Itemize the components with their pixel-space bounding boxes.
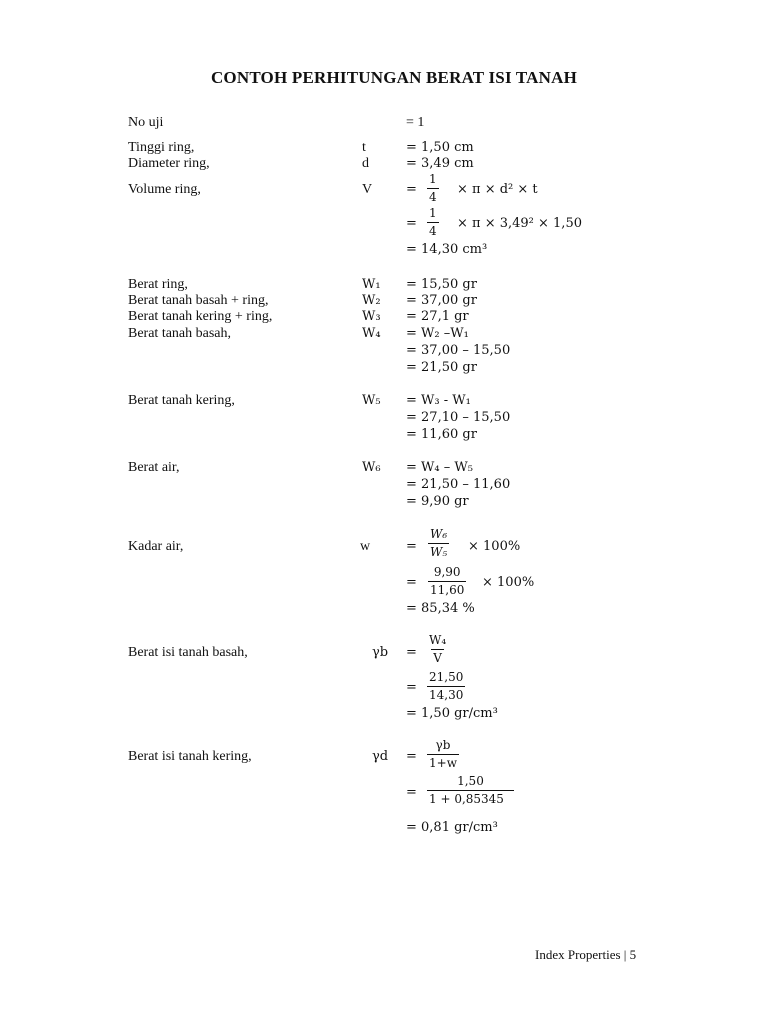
fraction-denominator: 14,30 (429, 688, 464, 702)
equals-sign: = (406, 645, 417, 660)
fraction-numerator: 9,90 (433, 565, 461, 579)
percent-factor: × 100% (468, 539, 521, 554)
fraction-denominator: 1+w (429, 756, 457, 770)
equals-sign: = (406, 216, 417, 231)
symbol-w3: W₃ (362, 309, 381, 324)
value-berat-tanah-kering: = 11,60 gr (406, 427, 477, 442)
symbol-gamma-b: γb (372, 645, 389, 660)
label-volume-ring: Volume ring, (128, 182, 201, 197)
volume-formula: × π × d² × t (457, 182, 538, 197)
fraction-numerator: γb (435, 738, 451, 752)
symbol-v: V (362, 182, 373, 197)
symbol-gamma-d: γd (372, 749, 389, 764)
value-berat-isi-tanah-basah: = 1,50 gr/cm³ (406, 706, 498, 721)
fraction-denominator: 1 + 0,85345 (427, 790, 514, 807)
page-title: CONTOH PERHITUNGAN BERAT ISI TANAH (210, 68, 578, 87)
value-no-uji: = 1 (406, 115, 425, 130)
symbol-w-lower: w (360, 539, 371, 554)
formula-w5: = W₃ - W₁ (406, 393, 471, 408)
equals-sign: = (406, 182, 417, 197)
label-diameter-ring: Diameter ring, (128, 156, 210, 171)
equals-sign: = (406, 539, 417, 554)
fraction-w4-v (427, 633, 448, 666)
label-berat-isi-tanah-basah: Berat isi tanah basah, (128, 645, 248, 660)
fraction-numerator: W₄ (429, 633, 447, 647)
symbol-t: t (362, 140, 366, 155)
value-volume-ring: = 14,30 cm³ (406, 242, 488, 257)
value-tinggi-ring: = 1,50 cm (406, 140, 474, 155)
fraction-denominator: 4 (429, 224, 437, 238)
label-berat-isi-tanah-kering: Berat isi tanah kering, (128, 749, 252, 764)
formula-w6: = W₄ – W₅ (406, 460, 473, 475)
symbol-d: d (362, 156, 369, 171)
fraction-quarter (427, 206, 439, 239)
fraction-gamma-d-substitution (427, 774, 514, 807)
fraction-numerator: W₆ (430, 527, 448, 541)
fraction-denominator: 11,60 (430, 583, 465, 597)
symbol-w2: W₂ (362, 293, 381, 308)
symbol-w4: W₄ (362, 326, 381, 341)
fraction-gamma-b-1-plus-w (427, 738, 459, 771)
fraction-denominator: V (433, 651, 442, 665)
volume-substitution: × π × 3,49² × 1,50 (457, 216, 582, 231)
value-berat-isi-tanah-kering: = 0,81 gr/cm³ (406, 820, 498, 835)
label-no-uji: No uji (128, 115, 164, 130)
symbol-w5: W₅ (362, 393, 381, 408)
fraction-numerator: 1 (429, 172, 437, 186)
value-berat-ring: = 15,50 gr (406, 277, 477, 292)
label-kadar-air: Kadar air, (128, 539, 184, 554)
equals-sign: = (406, 575, 417, 590)
substitution-w5: = 27,10 – 15,50 (406, 410, 511, 425)
value-berat-tanah-basah-ring: = 37,00 gr (406, 293, 477, 308)
fraction-numerator: 1,50 (457, 774, 484, 788)
page-footer: Index Properties | 5 (535, 947, 637, 962)
label-berat-ring: Berat ring, (128, 277, 188, 292)
value-berat-tanah-basah: = 21,50 gr (406, 360, 477, 375)
value-berat-tanah-kering-ring: = 27,1 gr (406, 309, 469, 324)
value-diameter-ring: = 3,49 cm (406, 156, 474, 171)
fraction-quarter (427, 172, 439, 205)
value-berat-air: = 9,90 gr (406, 494, 469, 509)
fraction-denominator: W₅ (430, 545, 448, 559)
substitution-w4: = 37,00 – 15,50 (406, 343, 511, 358)
fraction-w6-w5 (428, 527, 449, 560)
fraction-numerator: 1 (429, 206, 437, 220)
equals-sign: = (406, 785, 417, 800)
label-berat-tanah-basah: Berat tanah basah, (128, 326, 232, 341)
formula-w4: = W₂ –W₁ (406, 326, 469, 341)
label-berat-air: Berat air, (128, 460, 180, 475)
symbol-w1: W₁ (362, 277, 381, 292)
label-berat-tanah-kering-ring: Berat tanah kering + ring, (128, 309, 273, 324)
fraction-gamma-b-substitution (427, 670, 465, 703)
substitution-w6: = 21,50 – 11,60 (406, 477, 511, 492)
equals-sign: = (406, 680, 417, 695)
symbol-w6: W₆ (362, 460, 381, 475)
label-tinggi-ring: Tinggi ring, (128, 140, 195, 155)
fraction-kadar-substitution (428, 565, 466, 598)
fraction-denominator: 4 (429, 190, 437, 204)
label-berat-tanah-basah-ring: Berat tanah basah + ring, (128, 293, 269, 308)
value-kadar-air: = 85,34 % (406, 601, 475, 616)
equals-sign: = (406, 749, 417, 764)
label-berat-tanah-kering: Berat tanah kering, (128, 393, 235, 408)
percent-factor: × 100% (482, 575, 535, 590)
fraction-numerator: 21,50 (429, 670, 464, 684)
